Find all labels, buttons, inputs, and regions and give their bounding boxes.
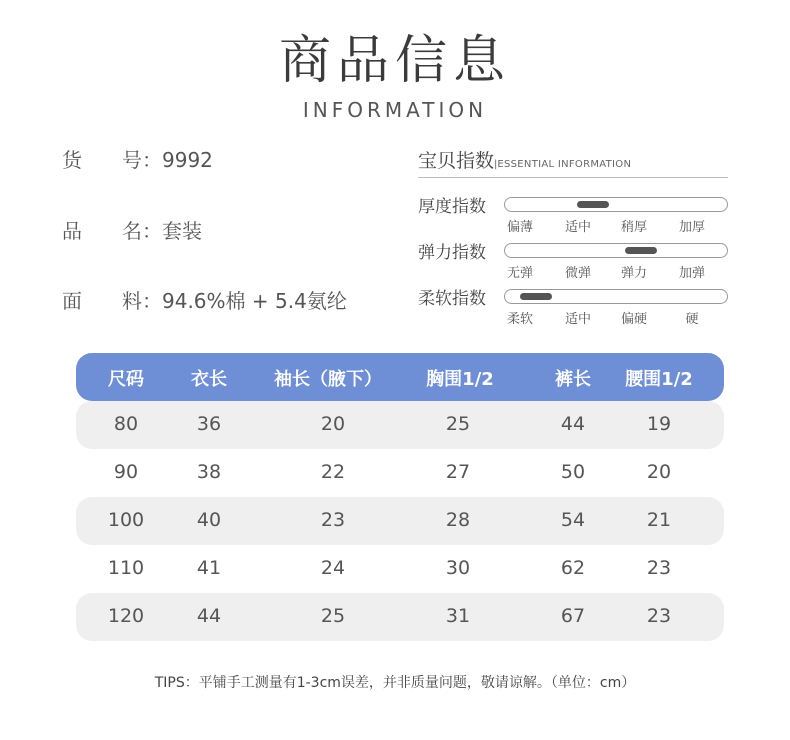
index-track xyxy=(504,197,728,212)
table-cell: 38 xyxy=(196,461,222,483)
table-header-cell: 裤长 xyxy=(555,369,591,390)
index-tick: 加厚 xyxy=(678,220,706,235)
table-cell: 80 xyxy=(113,413,139,435)
table-cell: 62 xyxy=(560,557,586,579)
table-cell: 20 xyxy=(320,413,346,435)
table-row xyxy=(76,449,724,497)
table-cell: 110 xyxy=(107,557,145,579)
table-row xyxy=(76,545,724,593)
index-label: 柔软指数 xyxy=(418,289,486,309)
table-header xyxy=(76,353,724,401)
table-cell: 40 xyxy=(196,509,222,531)
tips-note: TIPS：平铺手工测量有1-3cm误差，并非质量问题，敬请谅解。（单位：cm） xyxy=(154,675,636,691)
table-cell: 25 xyxy=(445,413,471,435)
index-tick: 偏硬 xyxy=(620,312,648,327)
table-cell: 50 xyxy=(560,461,586,483)
info-key: 货 xyxy=(62,148,82,172)
index-knob xyxy=(520,293,552,300)
info-value: 9992 xyxy=(162,148,213,172)
info-key: 料： xyxy=(122,289,162,313)
table-header-cell: 尺码 xyxy=(108,369,144,390)
index-title-en: ESSENTIAL INFORMATION xyxy=(497,159,632,170)
table-cell: 120 xyxy=(107,605,145,627)
index-tick: 适中 xyxy=(564,220,592,235)
table-cell: 31 xyxy=(445,605,471,627)
table-cell: 22 xyxy=(320,461,346,483)
table-header-cell: 袖长（腋下） xyxy=(274,369,382,390)
index-tick: 柔软 xyxy=(506,312,534,327)
table-cell: 54 xyxy=(560,509,586,531)
table-cell: 44 xyxy=(560,413,586,435)
table-cell: 67 xyxy=(560,605,586,627)
index-ticks xyxy=(508,216,738,234)
table-cell: 90 xyxy=(113,461,139,483)
table-cell: 30 xyxy=(445,557,471,579)
table-cell: 20 xyxy=(646,461,672,483)
table-cell: 23 xyxy=(646,605,672,627)
index-tick: 硬 xyxy=(685,312,699,327)
index-title: 宝贝指数 xyxy=(418,150,495,172)
table-row xyxy=(76,401,724,449)
info-item-number xyxy=(62,144,213,173)
table-cell: 24 xyxy=(320,557,346,579)
table-cell: 23 xyxy=(646,557,672,579)
table-cell: 19 xyxy=(646,413,672,435)
table-header-cell: 腰围1/2 xyxy=(625,369,693,390)
index-tick: 偏薄 xyxy=(506,220,534,235)
index-label: 弹力指数 xyxy=(418,243,486,263)
info-key: 面 xyxy=(62,289,82,313)
table-cell: 44 xyxy=(196,605,222,627)
index-tick: 稍厚 xyxy=(620,220,648,235)
index-header xyxy=(418,146,728,178)
index-separator: | xyxy=(494,159,498,170)
index-ticks xyxy=(508,262,738,280)
table-header-cell: 胸围1/2 xyxy=(426,369,494,390)
info-key: 名： xyxy=(122,219,162,243)
info-item-fabric xyxy=(62,285,347,314)
index-tick: 弹力 xyxy=(620,266,648,281)
index-knob xyxy=(577,201,609,208)
info-value: 94.6%棉 + 5.4氨纶 xyxy=(162,289,347,313)
info-item-name xyxy=(62,215,202,244)
table-cell: 36 xyxy=(196,413,222,435)
table-cell: 23 xyxy=(320,509,346,531)
index-tick: 无弹 xyxy=(506,266,534,281)
table-cell: 25 xyxy=(320,605,346,627)
index-tick: 微弹 xyxy=(564,266,592,281)
table-cell: 27 xyxy=(445,461,471,483)
table-header-cell: 衣长 xyxy=(191,369,227,390)
index-ticks xyxy=(508,308,738,326)
index-knob xyxy=(625,247,657,254)
table-cell: 28 xyxy=(445,509,471,531)
table-cell: 41 xyxy=(196,557,222,579)
table-cell: 21 xyxy=(646,509,672,531)
page-subtitle: INFORMATION xyxy=(302,98,488,122)
page-title: 商品信息 xyxy=(278,31,511,91)
table-row xyxy=(76,497,724,545)
table-cell: 100 xyxy=(107,509,145,531)
info-key: 号： xyxy=(122,148,162,172)
table-row xyxy=(76,593,724,641)
info-key: 品 xyxy=(62,219,82,243)
info-value: 套装 xyxy=(162,219,202,243)
size-table xyxy=(76,353,724,641)
index-tick: 适中 xyxy=(564,312,592,327)
index-label: 厚度指数 xyxy=(418,197,486,217)
index-track xyxy=(504,243,728,258)
index-track xyxy=(504,289,728,304)
index-tick: 加弹 xyxy=(678,266,706,281)
